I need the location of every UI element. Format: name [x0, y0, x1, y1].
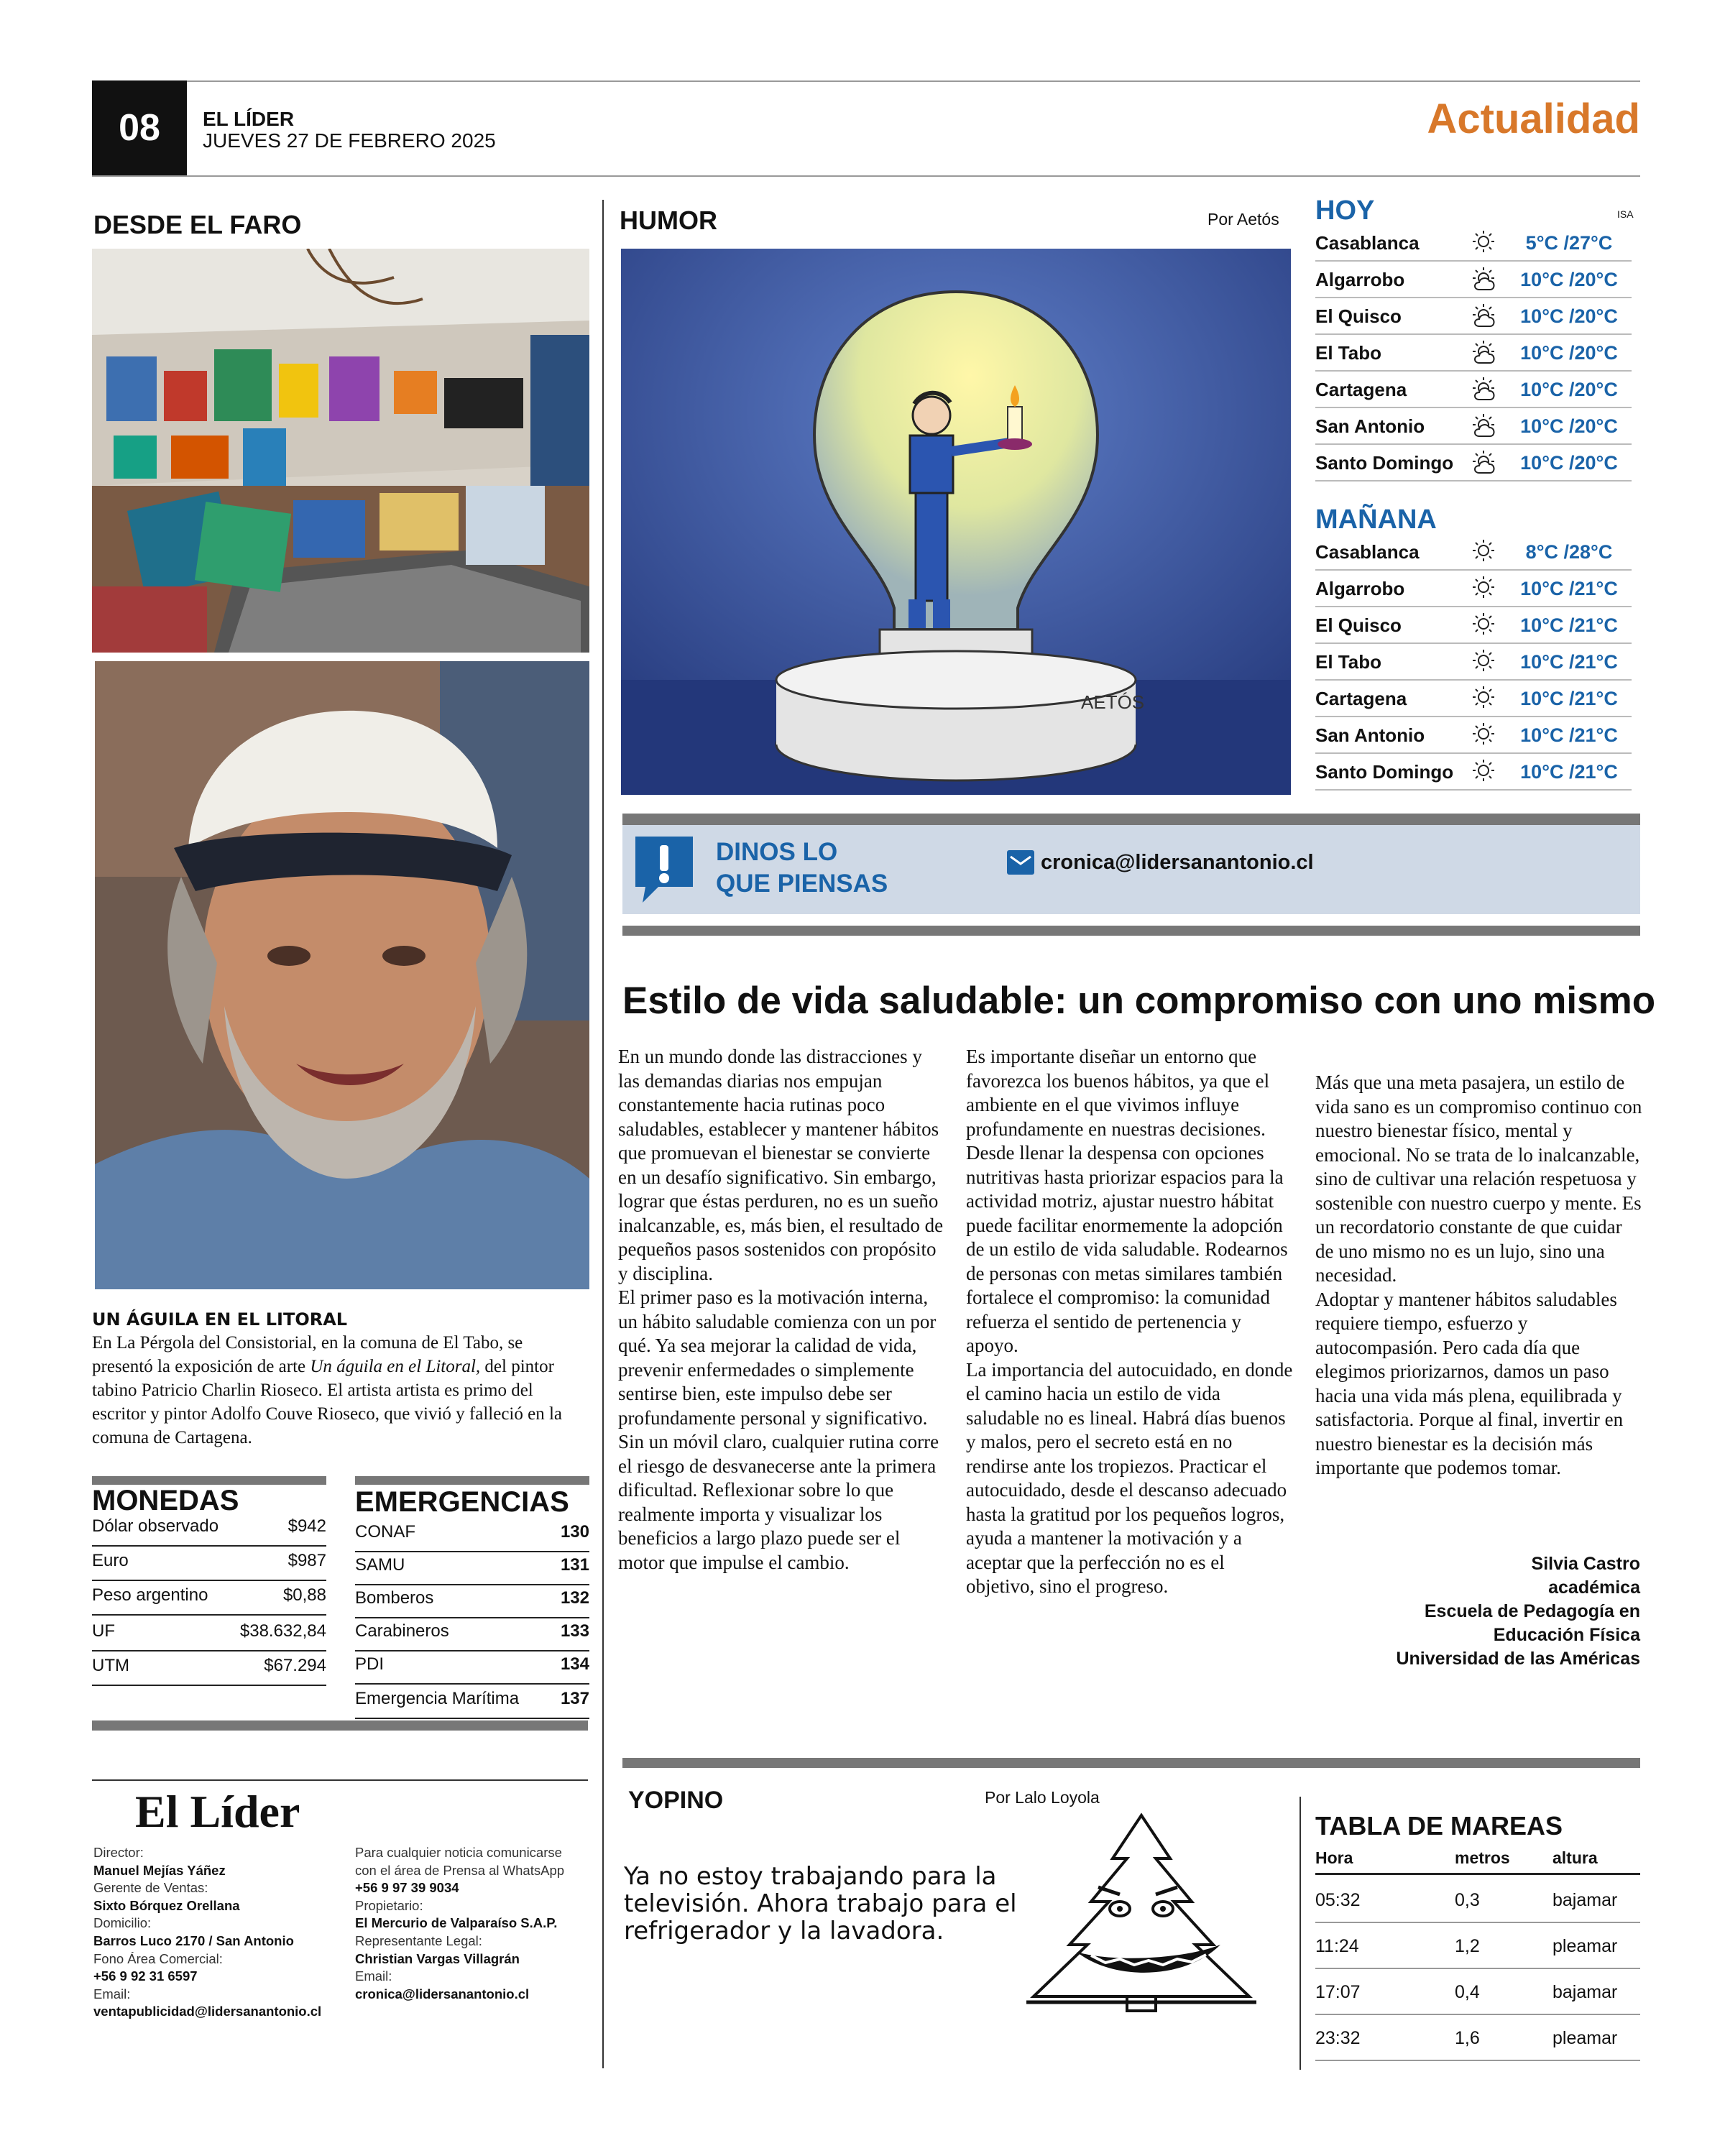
weather-temp: 10°C /21°C — [1520, 687, 1618, 709]
tide-height: pleamar — [1552, 1936, 1618, 1956]
staff-value: Barros Luco 2170 / San Antonio — [93, 1932, 294, 1948]
article-paragraph: En un mundo donde las distracciones y las demandas diarias nos empujan constantemente hacia rutinas poco saludables, establecer y mantener hábitos que promuevan el bienestar se convierte en un desafío significativo. Sin embargo, lograr que éstas perduren, no es un sueño inalcanzable, es, más bien, el resultado de pequeños pasos sostenidos con propósito y disciplina. — [618, 1046, 944, 1284]
yopino-line: refrigerador y la lavadora. — [624, 1917, 944, 1945]
banner-top-bar — [622, 814, 1640, 825]
staff-label: Propietario: — [355, 1897, 423, 1913]
banner-email[interactable] — [1006, 849, 1314, 875]
currency-row — [92, 1656, 326, 1686]
weather-row — [1315, 645, 1632, 681]
staff-value: Christian Vargas Villagrán — [355, 1950, 520, 1966]
currency-value: $38.632,84 — [239, 1621, 326, 1641]
weather-row — [1315, 446, 1632, 482]
tide-meters: 0,3 — [1455, 1890, 1480, 1910]
tide-row — [1315, 1969, 1640, 2015]
partly-cloudy-icon — [1463, 448, 1506, 477]
tide-header-metros: metros — [1455, 1848, 1510, 1867]
author-affiliation: Educación Física — [1493, 1625, 1640, 1645]
staff-label: Domicilio: — [93, 1915, 152, 1931]
weather-temp: 10°C /20°C — [1520, 415, 1618, 437]
weather-city: Algarrobo — [1315, 268, 1405, 290]
weather-city: El Tabo — [1315, 341, 1381, 364]
emergency-row — [355, 1522, 589, 1552]
currency-row — [92, 1551, 326, 1581]
weather-city: El Quisco — [1315, 614, 1402, 636]
tide-time: 05:32 — [1315, 1890, 1361, 1910]
artist-portrait-photo — [95, 661, 589, 1289]
article-column-1 — [618, 1045, 946, 1575]
tide-header-hora: Hora — [1315, 1848, 1353, 1867]
monedas-title: MONEDAS — [92, 1485, 239, 1516]
staff-label: Gerente de Ventas: — [93, 1880, 208, 1896]
cartoon-signature: AETÓS — [1081, 691, 1145, 713]
weather-tomorrow-title: MAÑANA — [1315, 505, 1437, 535]
banner-bottom-bar — [622, 926, 1640, 936]
weather-city: El Quisco — [1315, 305, 1402, 327]
staff-value: Sixto Bórquez Orellana — [93, 1897, 240, 1913]
emergency-row — [355, 1654, 589, 1685]
newspaper-name: EL LÍDER — [203, 108, 295, 130]
issue-date: JUEVES 27 DE FEBRERO 2025 — [203, 129, 496, 152]
currency-row — [92, 1516, 326, 1547]
sun-icon — [1463, 757, 1506, 786]
staff-label: Director: — [93, 1845, 144, 1860]
weather-row — [1315, 608, 1632, 644]
emergency-label: Emergencia Marítima — [355, 1689, 520, 1708]
staff-label: Para cualquier noticia comunicarse — [355, 1845, 562, 1860]
yopino-author: Por Lalo Loyola — [985, 1788, 1100, 1807]
staff-label: Fono Área Comercial: — [93, 1950, 223, 1966]
staff-value: Manuel Mejías Yáñez — [93, 1862, 226, 1878]
sun-icon — [1463, 721, 1506, 750]
staff-label: con el área de Prensa al WhatsApp — [355, 1862, 565, 1878]
emergency-number: 130 — [560, 1522, 589, 1542]
tide-row — [1315, 2015, 1640, 2061]
emergency-number: 133 — [560, 1621, 589, 1641]
currency-label: Peso argentino — [92, 1585, 208, 1605]
article-column-3 — [1315, 1071, 1643, 1480]
weather-row — [1315, 299, 1632, 335]
weather-temp: 10°C /20°C — [1520, 451, 1618, 474]
tide-height: bajamar — [1552, 1982, 1618, 2002]
weather-city: Casablanca — [1315, 540, 1420, 563]
partly-cloudy-icon — [1463, 265, 1506, 294]
weather-row — [1315, 336, 1632, 372]
partly-cloudy-icon — [1463, 375, 1506, 404]
tree-cartoon — [1012, 1808, 1271, 2017]
emergency-label: Carabineros — [355, 1621, 449, 1641]
currency-row — [92, 1621, 326, 1651]
caption-text: del pintor tabino Patricio Charlin Rioseco. El artista artista es primo del escritor y pintor Adolfo Couve Rioseco, que vivió y falleció en la comuna de Cartagena. — [92, 1357, 563, 1447]
emergency-number: 132 — [560, 1588, 589, 1608]
staff-label: Representante Legal: — [355, 1932, 482, 1948]
sun-icon — [1463, 684, 1506, 713]
sun-icon — [1463, 229, 1506, 257]
sun-icon — [1463, 538, 1506, 566]
author-affiliation: Universidad de las Américas — [1396, 1649, 1640, 1669]
staff-label: Email: — [355, 1968, 392, 1984]
staff-value[interactable]: cronica@lidersanantonio.cl — [355, 1986, 530, 2001]
article-column-2 — [966, 1045, 1294, 1599]
exclamation-icon — [630, 831, 699, 908]
brand-logo: El Líder — [135, 1786, 300, 1837]
emergency-number: 131 — [560, 1555, 589, 1575]
tide-height: bajamar — [1552, 1890, 1618, 1910]
emergency-number: 137 — [560, 1689, 589, 1708]
weather-row — [1315, 755, 1632, 791]
sun-icon — [1463, 574, 1506, 603]
article-title: Estilo de vida saludable: un compromiso con uno mismo — [622, 980, 1656, 1022]
currency-label: UF — [92, 1621, 115, 1641]
partly-cloudy-icon — [1463, 338, 1506, 367]
staff-value: El Mercurio de Valparaíso S.A.P. — [355, 1915, 558, 1931]
weather-city: San Antonio — [1315, 415, 1425, 437]
currency-value: $67.294 — [264, 1656, 326, 1675]
weather-row — [1315, 262, 1632, 298]
staff-label: Email: — [93, 1986, 131, 2001]
currency-row — [92, 1585, 326, 1616]
yopino-text — [624, 1863, 1017, 1945]
weather-city: Algarrobo — [1315, 577, 1405, 599]
weather-row — [1315, 571, 1632, 607]
weather-temp: 5°C /27°C — [1525, 231, 1613, 254]
article-paragraph: Más que una meta pasajera, un estilo de vida sano es un compromiso continuo con nuestro bienestar físico, mental y emocional. No se trata de lo inalcanzable, sino de cultivar una relación respetuosa y sostenible con nuestro cuerpo y mente. Es un recordatorio constante de que cuidar de uno mismo no es un lujo, sino una necesidad. — [1315, 1072, 1642, 1286]
section-title: Actualidad — [1427, 96, 1640, 142]
sun-icon — [1463, 648, 1506, 676]
banner-text-line: DINOS LO — [716, 838, 838, 866]
weather-temp: 10°C /20°C — [1520, 341, 1618, 364]
caption-body — [92, 1331, 588, 1450]
weather-row — [1315, 681, 1632, 717]
weather-temp: 10°C /21°C — [1520, 760, 1618, 783]
weather-row — [1315, 409, 1632, 445]
weather-temp: 10°C /21°C — [1520, 577, 1618, 599]
tide-time: 17:07 — [1315, 1982, 1361, 2002]
tide-time: 23:32 — [1315, 2028, 1361, 2048]
weather-city: Santo Domingo — [1315, 760, 1454, 783]
author-role: académica — [1548, 1577, 1640, 1598]
emergency-row — [355, 1689, 589, 1719]
yopino-title: YOPINO — [628, 1787, 724, 1814]
tide-meters: 0,4 — [1455, 1982, 1480, 2002]
article-paragraph: Es importante diseñar un entorno que favorezca los buenos hábitos, ya que el ambiente en el que vivimos influye profundamente en nuestras decisiones. Desde llenar la despensa con opciones nutritivas hasta priorizar espacios para la actividad motriz, ajustar nuestro hábitat puede facilitar enormemente la adopción de un estilo de vida saludable. Rodearnos de personas con metas similares también fortalece el compromiso: la comunidad refuerza el sentido de pertenencia y apoyo. — [966, 1046, 1288, 1356]
tide-row — [1315, 1923, 1640, 1969]
emergency-row — [355, 1588, 589, 1618]
column-divider — [1300, 1797, 1301, 2070]
weather-temp: 10°C /21°C — [1520, 650, 1618, 673]
weather-temp: 10°C /20°C — [1520, 305, 1618, 327]
humor-author: Por Aetós — [1208, 210, 1279, 229]
article-paragraph: Adoptar y mantener hábitos saludables requiere tiempo, esfuerzo y autocompasión. Pero cada día que elegimos priorizarnos, damos un paso hacia una vida más plena, equilibrada y satisfactoria. Porque al final, invertir en nuestro bienestar es la decisión más importante que podemos tomar. — [1315, 1288, 1624, 1478]
monedas-bar — [92, 1476, 326, 1485]
desde-el-faro-title: DESDE EL FARO — [93, 210, 302, 239]
currency-value: $942 — [288, 1516, 326, 1536]
weather-today-title: HOY — [1315, 195, 1375, 226]
weather-row — [1315, 372, 1632, 408]
tide-meters: 1,2 — [1455, 1936, 1480, 1956]
partly-cloudy-icon — [1463, 412, 1506, 441]
emergency-row — [355, 1555, 589, 1585]
weather-city: Cartagena — [1315, 687, 1407, 709]
author-affiliation: Escuela de Pedagogía en — [1424, 1601, 1640, 1621]
mail-icon — [1006, 849, 1035, 875]
staff-left — [93, 1844, 331, 2021]
caption-title: UN ÁGUILA EN EL LITORAL — [92, 1309, 348, 1330]
emergency-label: CONAF — [355, 1522, 415, 1542]
article-paragraph: La importancia del autocuidado, en donde el camino hacia un estilo de vida saludable no es lineal. Habrá días buenos y malos, pero el secreto está en no rendirse ante los tropiezos. Practicar el autocuidado, desde el descanso adecuado hasta la gratitud por los pequeños logros, ayuda a mantener la motivación y a aceptar que la perfección no es el objetivo, sino el progreso. — [966, 1358, 1293, 1597]
emergency-label: SAMU — [355, 1555, 405, 1575]
weather-temp: 10°C /21°C — [1520, 724, 1618, 746]
weather-temp: 10°C /21°C — [1520, 614, 1618, 636]
emergencias-title: EMERGENCIAS — [355, 1486, 569, 1518]
staff-value: +56 9 97 39 9034 — [355, 1880, 459, 1896]
weather-temp: 8°C /28°C — [1525, 540, 1613, 563]
weather-row — [1315, 226, 1632, 262]
weather-city: El Tabo — [1315, 650, 1381, 673]
weather-city: Casablanca — [1315, 231, 1420, 254]
tide-time: 11:24 — [1315, 1936, 1359, 1956]
article-signature — [1301, 1552, 1640, 1671]
weather-temp: 10°C /20°C — [1520, 378, 1618, 400]
staff-right — [355, 1844, 592, 2003]
partly-cloudy-icon — [1463, 302, 1506, 331]
column-divider — [602, 200, 604, 2068]
gallery-photo — [92, 249, 589, 653]
header-rule — [92, 175, 1640, 177]
exhibition-name: Un águila en el Litoral, — [310, 1357, 481, 1376]
currency-label: Euro — [92, 1551, 129, 1570]
weather-row — [1315, 535, 1632, 571]
yopino-line: televisión. Ahora trabajo para el — [624, 1889, 1017, 1918]
emergency-number: 134 — [560, 1654, 589, 1674]
weather-city: San Antonio — [1315, 724, 1425, 746]
currency-value: $987 — [288, 1551, 326, 1570]
tide-header-rule — [1315, 1873, 1640, 1875]
article-paragraph: El primer paso es la motivación interna, un hábito saludable comienza con un por qué. Ya sea mejorar la calidad de vida, prevenir enfermedades o simplemente sentirse bien, este impulso debe ser profundamente personal y significativo. Sin un móvil claro, cualquier rutina corre el riesgo de desvanecerse ante la primera dificultad. Reflexionar sobre lo que realmente importa y visualizar los beneficios a largo plazo puede ser el motor que impulse el cambio. — [618, 1286, 939, 1573]
weather-city: Santo Domingo — [1315, 451, 1454, 474]
staff-value[interactable]: ventapublicidad@lidersanantonio.cl — [93, 2004, 322, 2019]
staff-value: +56 9 92 31 6597 — [93, 1968, 198, 1984]
tide-height: pleamar — [1552, 2028, 1618, 2048]
weather-city: Cartagena — [1315, 378, 1407, 400]
sun-icon — [1463, 611, 1506, 640]
humor-cartoon — [621, 249, 1291, 795]
tide-table-title: TABLA DE MAREAS — [1315, 1811, 1563, 1841]
brand-rule — [92, 1779, 588, 1781]
banner-text-line: QUE PIENSAS — [716, 870, 888, 898]
emergency-row — [355, 1621, 589, 1651]
page-number: 08 — [92, 80, 187, 175]
weather-source: ISA — [1617, 208, 1634, 220]
tide-row — [1315, 1877, 1640, 1923]
tide-header-altura: altura — [1552, 1848, 1598, 1867]
tide-meters: 1,6 — [1455, 2028, 1480, 2048]
emergency-label: Bomberos — [355, 1588, 434, 1608]
currency-label: Dólar observado — [92, 1516, 219, 1536]
currency-value: $0,88 — [282, 1585, 326, 1605]
humor-title: HUMOR — [620, 206, 717, 235]
section-bar — [92, 1720, 588, 1731]
emergencias-bar — [355, 1476, 589, 1485]
author-name: Silvia Castro — [1531, 1554, 1640, 1574]
weather-temp: 10°C /20°C — [1520, 268, 1618, 290]
banner-text — [716, 837, 903, 900]
yopino-line: Ya no estoy trabajando para la — [624, 1862, 997, 1891]
weather-row — [1315, 718, 1632, 754]
currency-label: UTM — [92, 1656, 129, 1675]
section-bar — [622, 1758, 1640, 1768]
top-rule — [92, 80, 1640, 82]
caption-text: En La Pérgola del Consistorial, en la comuna de El Tabo, se presentó la exposición de arte — [92, 1333, 523, 1376]
banner-email-text[interactable]: cronica@lidersanantonio.cl — [1041, 850, 1314, 874]
emergency-label: PDI — [355, 1654, 385, 1674]
